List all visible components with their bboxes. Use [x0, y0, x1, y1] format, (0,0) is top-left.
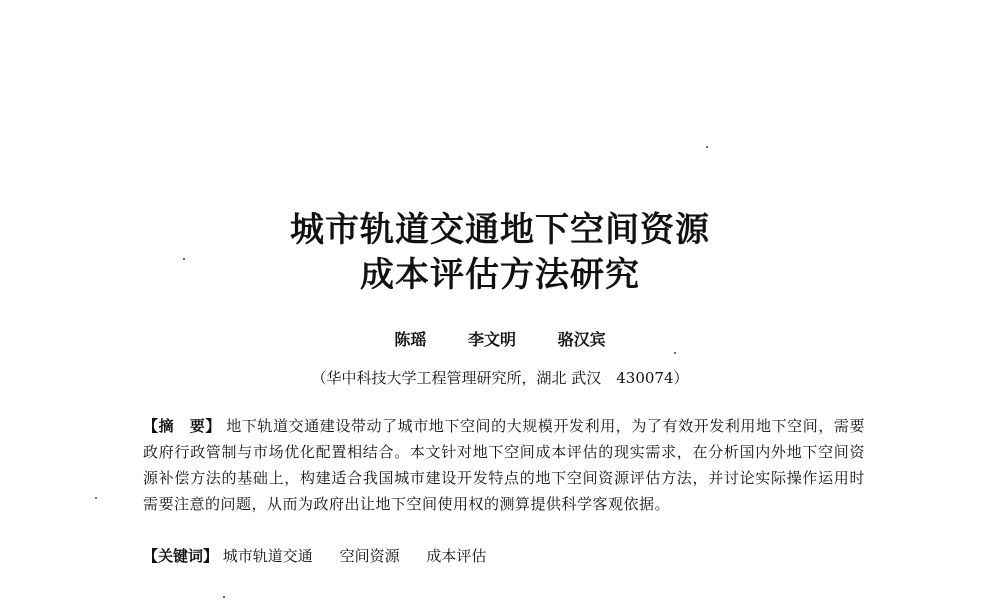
author-name: 骆汉宾 [557, 330, 606, 349]
paper-title-line-2: 成本评估方法研究 [360, 255, 640, 295]
author-name: 陈瑶 [394, 330, 427, 349]
author-list [0, 330, 1000, 350]
abstract-label: 【摘 要】 [143, 417, 221, 435]
keyword: 城市轨道交通 [222, 547, 313, 565]
scan-speck [223, 596, 225, 598]
scan-speck [95, 497, 97, 499]
keyword: 空间资源 [339, 547, 400, 565]
scan-speck [183, 258, 185, 260]
scan-speck [674, 352, 676, 354]
keyword: 成本评估 [426, 547, 487, 565]
keywords [143, 544, 865, 568]
scan-speck [706, 146, 708, 148]
author-affiliation: （华中科技大学工程管理研究所，湖北 武汉 430074） [311, 369, 689, 387]
abstract-text: 地下轨道交通建设带动了城市地下空间的大规模开发利用，为了有效开发利用地下空间，需要政府行政管制与市场优化配置相结合。本文针对地下空间成本评估的现实需求，在分析国内外地下空间资源补偿方法的基础上，构建适合我国城市建设开发特点的地下空间资源评估方法，并讨论实际操作运用时需要注意的问题，从而为政府出让地下空间使用权的测算提供科学客观依据。 [143, 417, 865, 513]
keywords-label: 【关键词】 [143, 547, 219, 565]
abstract [143, 413, 865, 517]
author-name: 李文明 [467, 330, 516, 349]
paper-title-line-1: 城市轨道交通地下空间资源 [290, 210, 710, 250]
